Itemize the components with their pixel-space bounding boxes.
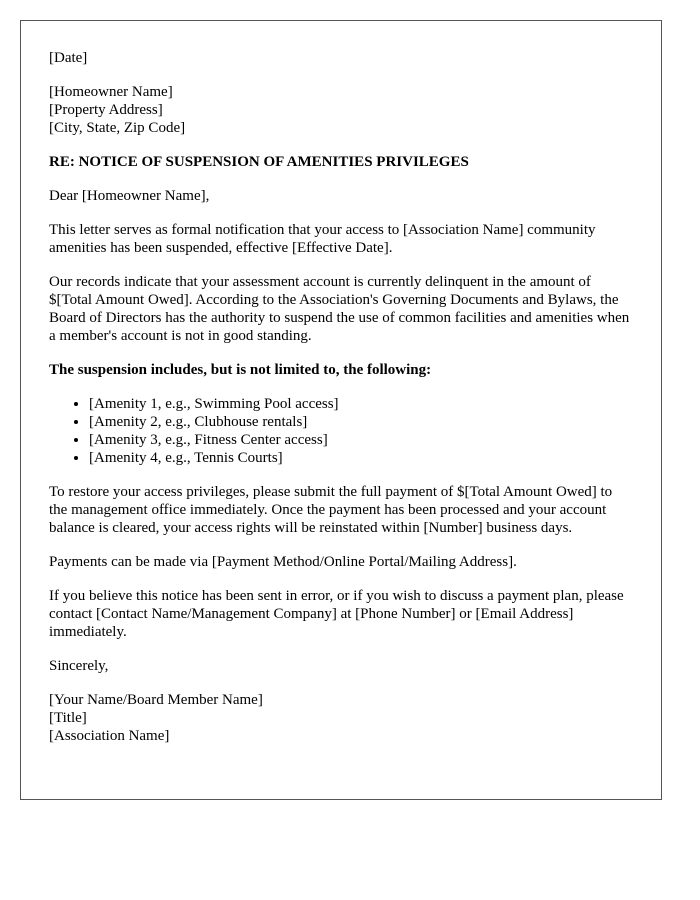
signature-title: [Title] — [49, 710, 87, 726]
list-item: • [Amenity 2, e.g., Clubhouse rentals] — [89, 413, 633, 431]
closing: Sincerely, — [49, 658, 109, 674]
recipient-name: [Homeowner Name] — [49, 84, 173, 100]
list-item: • [Amenity 4, e.g., Tennis Courts] — [89, 449, 633, 467]
recipient-address-block — [49, 83, 633, 137]
list-heading: The suspension includes, but is not limited to, the following: — [49, 362, 432, 378]
signature-name: [Your Name/Board Member Name] — [49, 692, 263, 708]
signature-association: [Association Name] — [49, 728, 170, 744]
salutation: Dear [Homeowner Name], — [49, 188, 210, 204]
amenities-list — [49, 395, 633, 467]
list-item: • [Amenity 1, e.g., Swimming Pool access] — [89, 395, 633, 413]
signature-block — [49, 691, 633, 745]
letter-document — [20, 20, 662, 800]
recipient-address: [Property Address] — [49, 102, 163, 118]
letter-subject: RE: NOTICE OF SUSPENSION OF AMENITIES PRIVILEGES — [49, 154, 469, 170]
paragraph-restore: To restore your access privileges, please submit the full payment of $[Total Amount Owed] to the management office immediately. Once the payment has been processed and your account balance is cleared, your access rights will be reinstated within [Number] business days. — [49, 484, 613, 536]
letter-date: [Date] — [49, 50, 88, 66]
paragraph-notification: This letter serves as formal notification that your access to [Association Name] community amenities has been suspended, effective [Effective Date]. — [49, 222, 596, 256]
list-item: • [Amenity 3, e.g., Fitness Center access] — [89, 431, 633, 449]
paragraph-contact: If you believe this notice has been sent in error, or if you wish to discuss a payment plan, please contact [Contact Name/Management Company] at [Phone Number] or [Email Address] immediately. — [49, 588, 624, 640]
paragraph-delinquency: Our records indicate that your assessment account is currently delinquent in the amount of $[Total Amount Owed]. According to the Association's Governing Documents and Bylaws, the Board of Directors has the authority to suspend the use of common facilities and amenities when a member's account is not in good standing. — [49, 274, 630, 344]
paragraph-payment-methods: Payments can be made via [Payment Method/Online Portal/Mailing Address]. — [49, 554, 517, 570]
recipient-city-state-zip: [City, State, Zip Code] — [49, 120, 186, 136]
